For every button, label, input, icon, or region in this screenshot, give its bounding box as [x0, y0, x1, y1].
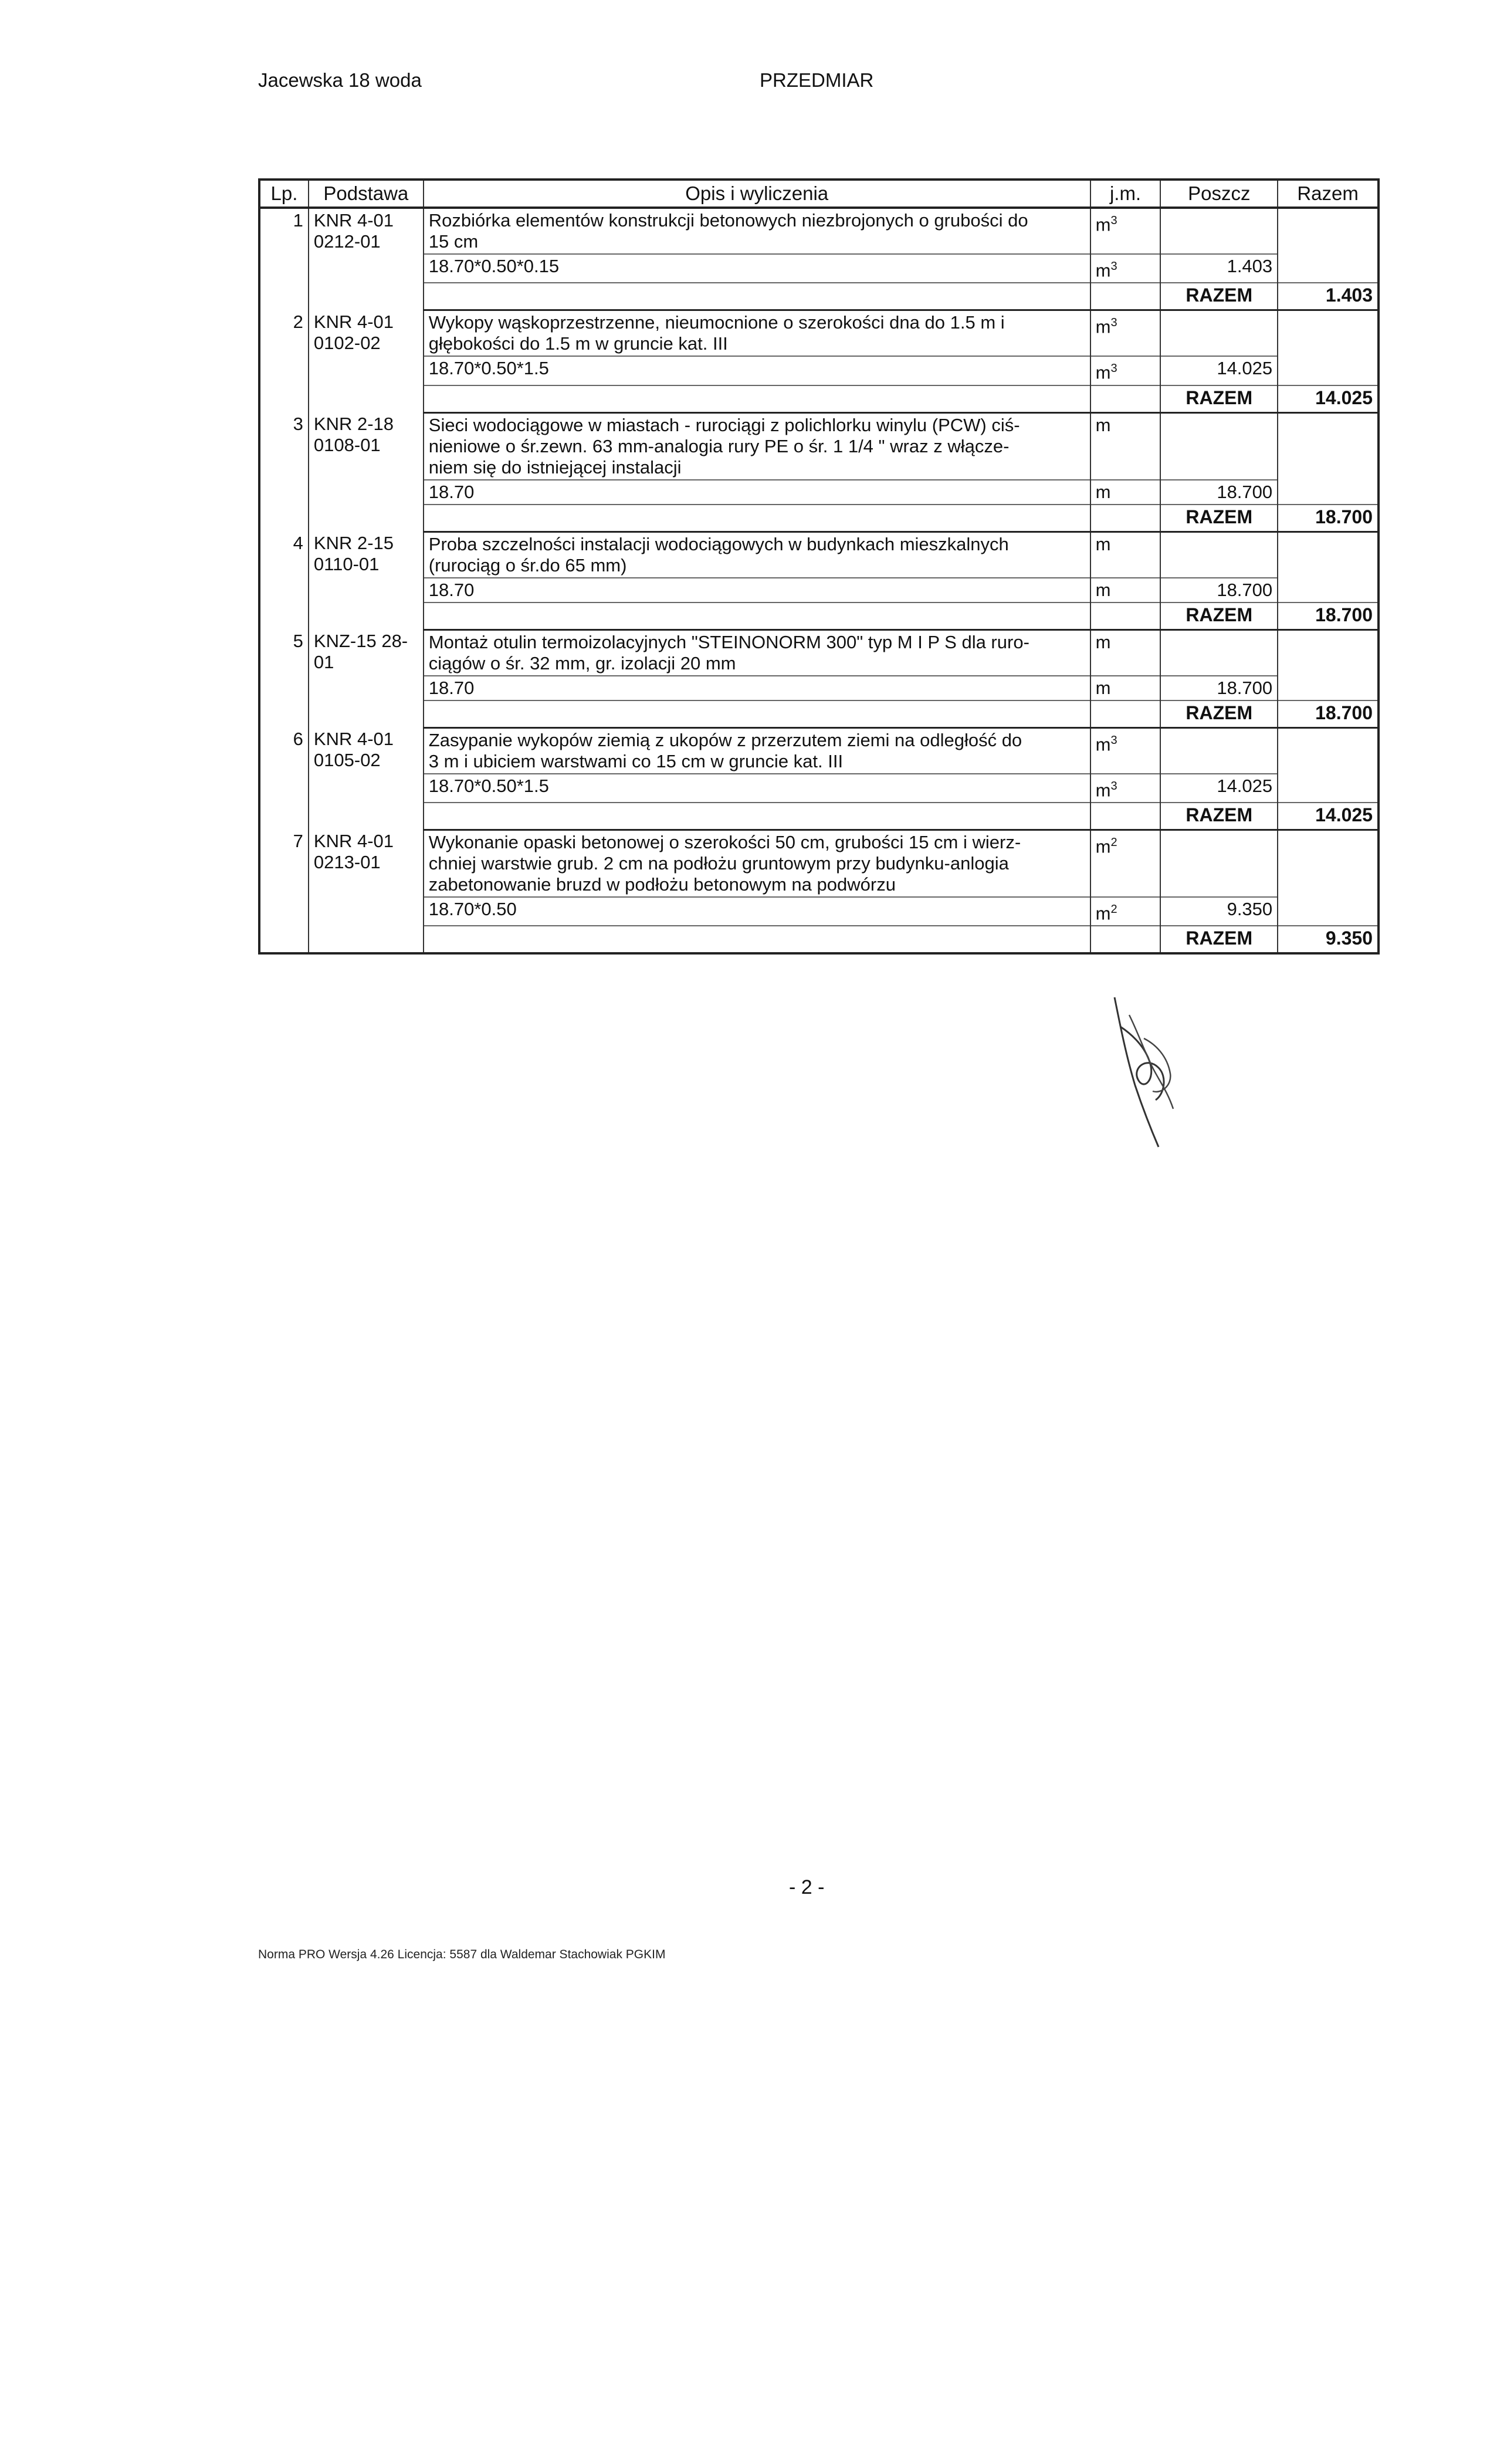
item-quantity: 9.350: [1160, 897, 1278, 926]
item-calc-row: [259, 774, 1379, 803]
item-calculation: 18.70: [424, 480, 1090, 505]
item-description-line: Proba szczelności instalacji wodociągowych w budynkach mieszkalnych: [428, 533, 1009, 554]
item-total: 14.025: [1278, 803, 1379, 830]
item-description-line: Wykonanie opaski betonowej o szerokości 50 cm, grubości 15 cm i wierz-: [428, 831, 1021, 852]
item-unit: m: [1090, 532, 1161, 578]
item-basis-line: KNR 4-01: [313, 729, 394, 750]
item-basis: [309, 532, 424, 629]
item-description: [424, 629, 1090, 676]
item-sum-row: [259, 603, 1379, 630]
item-unit: $m^3$: [1090, 208, 1161, 254]
item-description-line: Sieci wodociągowe w miastach - rurociągi z polichlorku winylu (PCW) ciś-: [428, 414, 1020, 435]
item-description-line: chniej warstwie grub. 2 cm na podłożu gruntowym przy budynku-anlogia: [428, 852, 1009, 874]
column-header-podstawa: Podstawa: [309, 180, 424, 208]
item-sum-row: [259, 505, 1379, 532]
item-unit: m: [1090, 412, 1161, 480]
item-calc-unit: $m^2$: [1090, 897, 1161, 926]
item-basis: [309, 629, 424, 727]
item-row: [259, 208, 1379, 254]
item-number: 2: [259, 310, 309, 412]
item-row: [259, 629, 1379, 676]
sum-label: RAZEM: [1160, 803, 1278, 830]
item-number: 7: [259, 830, 309, 953]
item-description: [424, 727, 1090, 774]
item-total: 9.350: [1278, 926, 1379, 953]
item-unit: $m^3$: [1090, 310, 1161, 357]
item-quantity: 18.700: [1160, 676, 1278, 700]
item-total: 14.025: [1278, 385, 1379, 413]
item-calculation: 18.70: [424, 676, 1090, 700]
item-basis-line: KNR 2-15: [313, 533, 394, 554]
item-basis-line: KNR 4-01: [313, 210, 394, 231]
item-description-line: (rurociąg o śr.do 65 mm): [428, 554, 627, 576]
item-number: 5: [259, 629, 309, 727]
item-description-line: ciągów o śr. 32 mm, gr. izolacji 20 mm: [428, 652, 736, 673]
item-calculation: 18.70*0.50: [424, 897, 1090, 926]
document-title: Jacewska 18 woda: [258, 69, 422, 91]
item-basis: [309, 727, 424, 830]
item-calc-row: [259, 676, 1379, 700]
item-calc-unit: $m^3$: [1090, 356, 1161, 385]
sum-label: RAZEM: [1160, 700, 1278, 728]
item-number: 4: [259, 532, 309, 629]
item-basis-line: 0108-01: [313, 435, 381, 456]
item-sum-row: [259, 283, 1379, 310]
item-description: [424, 830, 1090, 897]
item-basis-line: 0102-02: [313, 332, 381, 353]
item-description-line: Montaż otulin termoizolacyjnych "STEINONORM 300" typ M I P S dla ruro-: [428, 631, 1029, 652]
item-quantity: 1.403: [1160, 254, 1278, 283]
item-total: 18.700: [1278, 700, 1379, 728]
page-number: - 2 -: [789, 1876, 825, 1898]
sum-label: RAZEM: [1160, 926, 1278, 953]
item-row: [259, 412, 1379, 480]
item-unit: $m^3$: [1090, 727, 1161, 774]
item-total: 1.403: [1278, 283, 1379, 310]
item-basis-line: 0213-01: [313, 852, 381, 873]
estimate-table: [258, 178, 1380, 955]
item-row: [259, 830, 1379, 897]
item-sum-row: [259, 700, 1379, 728]
item-total: 18.700: [1278, 505, 1379, 532]
item-description-line: Zasypanie wykopów ziemią z ukopów z przerzutem ziemi na odległość do: [428, 729, 1022, 750]
item-basis-line: KNZ-15 28-: [313, 631, 408, 652]
item-description-line: niem się do istniejącej instalacji: [428, 456, 682, 478]
sum-label: RAZEM: [1160, 603, 1278, 630]
column-header-poszcz: Poszcz: [1160, 180, 1278, 208]
item-calc-row: [259, 356, 1379, 385]
item-basis: [309, 830, 424, 953]
item-quantity: 14.025: [1160, 356, 1278, 385]
item-description-line: głębokości do 1.5 m w gruncie kat. III: [428, 333, 728, 354]
item-basis-line: KNR 4-01: [313, 311, 394, 332]
item-basis: [309, 208, 424, 310]
item-description: [424, 412, 1090, 480]
item-calc-unit: $m^3$: [1090, 254, 1161, 283]
item-sum-row: [259, 385, 1379, 413]
item-description: [424, 532, 1090, 578]
item-basis-line: 0110-01: [313, 554, 380, 575]
item-calculation: 18.70: [424, 578, 1090, 603]
column-header-lp: Lp.: [259, 180, 309, 208]
item-calc-unit: m: [1090, 676, 1161, 700]
item-total: 18.700: [1278, 603, 1379, 630]
item-calc-unit: m: [1090, 578, 1161, 603]
item-calc-unit: $m^3$: [1090, 774, 1161, 803]
item-unit: m: [1090, 629, 1161, 676]
estimate-body: [259, 208, 1379, 953]
item-calc-row: [259, 480, 1379, 505]
item-description: [424, 208, 1090, 254]
column-header-opis: Opis i wyliczenia: [424, 180, 1090, 208]
item-row: [259, 532, 1379, 578]
item-calculation: 18.70*0.50*0.15: [424, 254, 1090, 283]
item-calc-row: [259, 578, 1379, 603]
item-row: [259, 727, 1379, 774]
item-quantity: 18.700: [1160, 480, 1278, 505]
item-basis-line: 01: [313, 652, 334, 673]
page-header: [258, 69, 1373, 99]
sum-label: RAZEM: [1160, 385, 1278, 413]
item-basis-line: 0212-01: [313, 231, 381, 252]
item-unit: $m^2$: [1090, 830, 1161, 897]
item-row: [259, 310, 1379, 357]
item-quantity: 18.700: [1160, 578, 1278, 603]
item-basis-line: 0105-02: [313, 750, 381, 771]
column-header-razem: Razem: [1278, 180, 1379, 208]
item-sum-row: [259, 803, 1379, 830]
item-basis-line: KNR 2-18: [313, 414, 394, 435]
handwritten-signature: [1103, 991, 1191, 1150]
sum-label: RAZEM: [1160, 283, 1278, 310]
item-description-line: 3 m i ubiciem warstwami co 15 cm w gruncie kat. III: [428, 750, 844, 771]
item-basis: [309, 310, 424, 412]
item-basis: [309, 412, 424, 532]
footer-license: Norma PRO Wersja 4.26 Licencja: 5587 dla Waldemar Stachowiak PGKIM: [258, 1948, 666, 1961]
item-description-line: Rozbiórka elementów konstrukcji betonowych niezbrojonych o grubości do: [428, 210, 1028, 231]
table-header-row: [259, 180, 1379, 208]
item-number: 1: [259, 208, 309, 310]
item-description-line: nieniowe o śr.zewn. 63 mm-analogia rury PE o śr. 1 1/4 " wraz z włącze-: [428, 435, 1010, 456]
item-calculation: 18.70*0.50*1.5: [424, 774, 1090, 803]
item-basis-line: KNR 4-01: [313, 831, 394, 852]
item-description-line: zabetonowanie bruzd w podłożu betonowym na podwórzu: [428, 874, 896, 895]
sum-label: RAZEM: [1160, 505, 1278, 532]
item-calc-row: [259, 897, 1379, 926]
item-quantity: 14.025: [1160, 774, 1278, 803]
item-description-line: Wykopy wąskoprzestrzenne, nieumocnione o szerokości dna do 1.5 m i: [428, 312, 1005, 333]
item-sum-row: [259, 926, 1379, 953]
column-header-jm: j.m.: [1090, 180, 1161, 208]
item-number: 3: [259, 412, 309, 532]
document-type: PRZEDMIAR: [760, 69, 874, 91]
item-calc-unit: m: [1090, 480, 1161, 505]
item-description: [424, 310, 1090, 357]
item-number: 6: [259, 727, 309, 830]
item-calc-row: [259, 254, 1379, 283]
item-calculation: 18.70*0.50*1.5: [424, 356, 1090, 385]
item-description-line: 15 cm: [428, 231, 479, 252]
